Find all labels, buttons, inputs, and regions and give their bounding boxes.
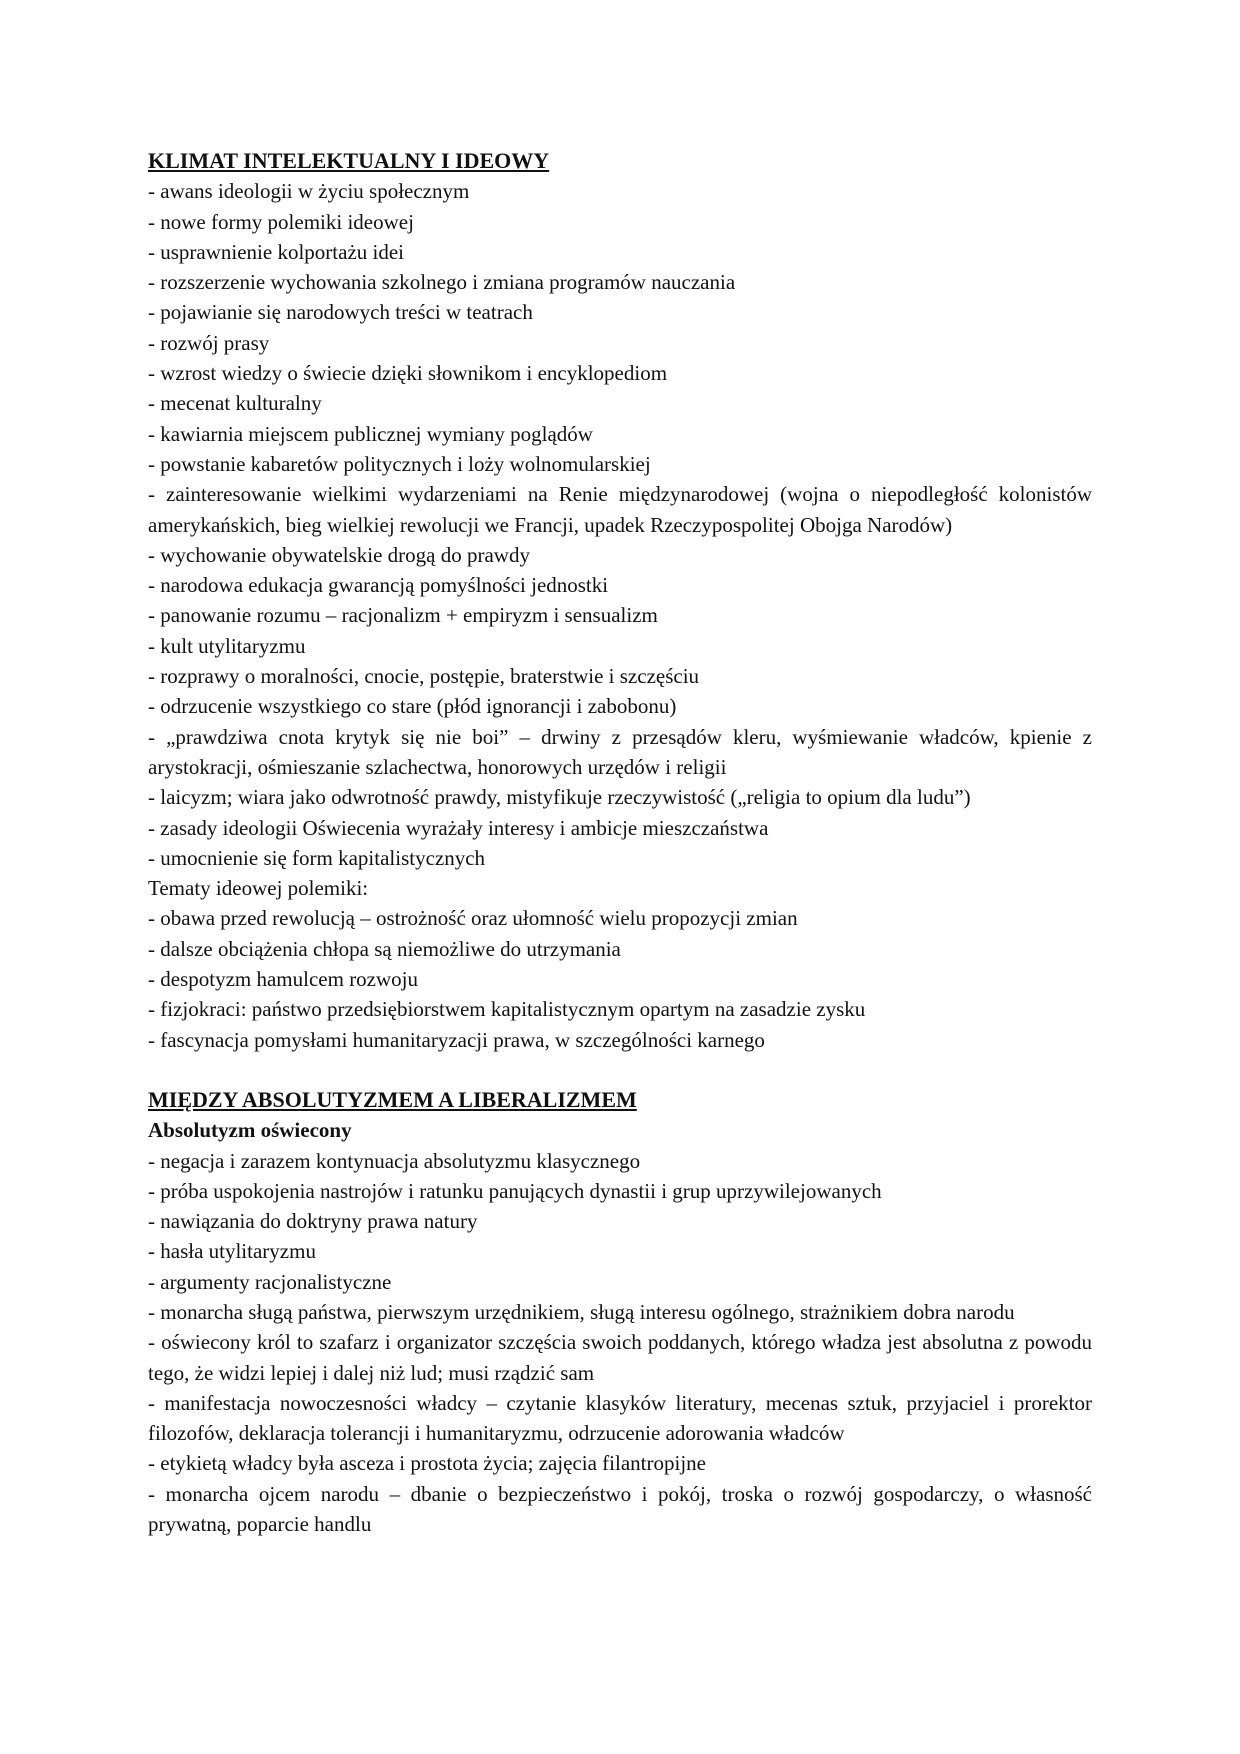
list-item: - awans ideologii w życiu społecznym (148, 179, 470, 204)
list-item: - despotyzm hamulcem rozwoju (148, 967, 419, 992)
list-item: - rozwój prasy (148, 330, 270, 355)
list-item: - obawa przed rewolucją – ostrożność oraz ułomność wielu propozycji zmian (148, 906, 798, 931)
section-spacer (148, 1055, 1092, 1085)
section-title-klimat: KLIMAT INTELEKTUALNY I IDEOWY (148, 148, 550, 173)
list-item: - oświecony król to szafarz i organizator szczęścia swoich poddanych, którego władza jest absolutna z powodu tego, że widzi lepiej i dalej niż lud; musi rządzić sam (148, 1330, 1092, 1385)
list-item: - wzrost wiedzy o świecie dzięki słownikom i encyklopediom (148, 361, 668, 386)
list-item: - zasady ideologii Oświecenia wyrażały interesy i ambicje mieszczaństwa (148, 815, 769, 840)
list-item: - próba uspokojenia nastrojów i ratunku panujących dynastii i grup uprzywilejowanych (148, 1178, 882, 1203)
list-item: - usprawnienie kolportażu idei (148, 239, 404, 264)
document-body (148, 146, 1092, 1539)
list-item: - mecenat kulturalny (148, 391, 322, 416)
list-item: - narodowa edukacja gwarancją pomyślności jednostki (148, 573, 609, 598)
list-item: - fizjokraci: państwo przedsiębiorstwem kapitalistycznym opartym na zasadzie zysku (148, 997, 866, 1022)
list-item: - negacja i zarazem kontynuacja absolutyzmu klasycznego (148, 1148, 641, 1173)
list-item: - rozprawy o moralności, cnocie, postępie, braterstwie i szczęściu (148, 664, 700, 689)
list-item: - powstanie kabaretów politycznych i loży wolnomularskiej (148, 451, 651, 476)
list-item: - etykietą władcy była asceza i prostota życia; zajęcia filantropijne (148, 1451, 706, 1476)
list-item: - umocnienie się form kapitalistycznych (148, 845, 486, 870)
section-title-absolutyzm-liberalizm: MIĘDZY ABSOLUTYZMEM A LIBERALIZMEM (148, 1086, 637, 1112)
subsection-title: Absolutyzm oświecony (148, 1118, 352, 1143)
list-item: - „prawdziwa cnota krytyk się nie boi” – drwiny z przesądów kleru, wyśmiewanie władców, kpienie z arystokracji, ośmieszanie szlachectwa, honorowych urzędów i religii (148, 724, 1092, 779)
list-item: - rozszerzenie wychowania szkolnego i zmiana programów nauczania (148, 270, 736, 295)
list-item: - hasła utylitaryzmu (148, 1239, 316, 1264)
list-item: - kult utylitaryzmu (148, 633, 306, 658)
list-item: - monarcha ojcem narodu – dbanie o bezpieczeństwo i pokój, troska o rozwój gospodarczy, o własność prywatną, poparcie handlu (148, 1481, 1092, 1537)
list-item: - dalsze obciążenia chłopa są niemożliwe do utrzymania (148, 936, 621, 961)
list-item: - fascynacja pomysłami humanitaryzacji prawa, w szczególności karnego (148, 1027, 765, 1052)
list-item: - laicyzm; wiara jako odwrotność prawdy, mistyfikuje rzeczywistość („religia to opium dla ludu”) (148, 785, 971, 810)
list-item: - panowanie rozumu – racjonalizm + empiryzm i sensualizm (148, 603, 658, 628)
list-item: - wychowanie obywatelskie drogą do prawdy (148, 542, 530, 567)
list-item: - monarcha sługą państwa, pierwszym urzędnikiem, sługą interesu ogólnego, strażnikiem dobra narodu (148, 1299, 1015, 1324)
list-item: - zainteresowanie wielkimi wydarzeniami na Renie międzynarodowej (wojna o niepodległość kolonistów amerykańskich, bieg wielkiej rewolucji we Francji, upadek Rzeczypospolitej Obojga Narodów) (148, 482, 1092, 537)
subheading-tematy: Tematy ideowej polemiki: (148, 876, 369, 901)
list-item: - odrzucenie wszystkiego co stare (płód ignorancji i zabobonu) (148, 694, 677, 719)
list-item: - pojawianie się narodowych treści w teatrach (148, 300, 533, 325)
list-item: - nawiązania do doktryny prawa natury (148, 1209, 478, 1234)
list-item: - argumenty racjonalistyczne (148, 1269, 392, 1294)
list-item: - manifestacja nowoczesności władcy – czytanie klasyków literatury, mecenas sztuk, przyjaciel i prorektor filozofów, deklaracja tolerancji i humanitaryzmu, odrzucenie adorowania władców (148, 1390, 1092, 1446)
list-item: - nowe formy polemiki ideowej (148, 209, 414, 234)
list-item: - kawiarnia miejscem publicznej wymiany poglądów (148, 421, 593, 446)
